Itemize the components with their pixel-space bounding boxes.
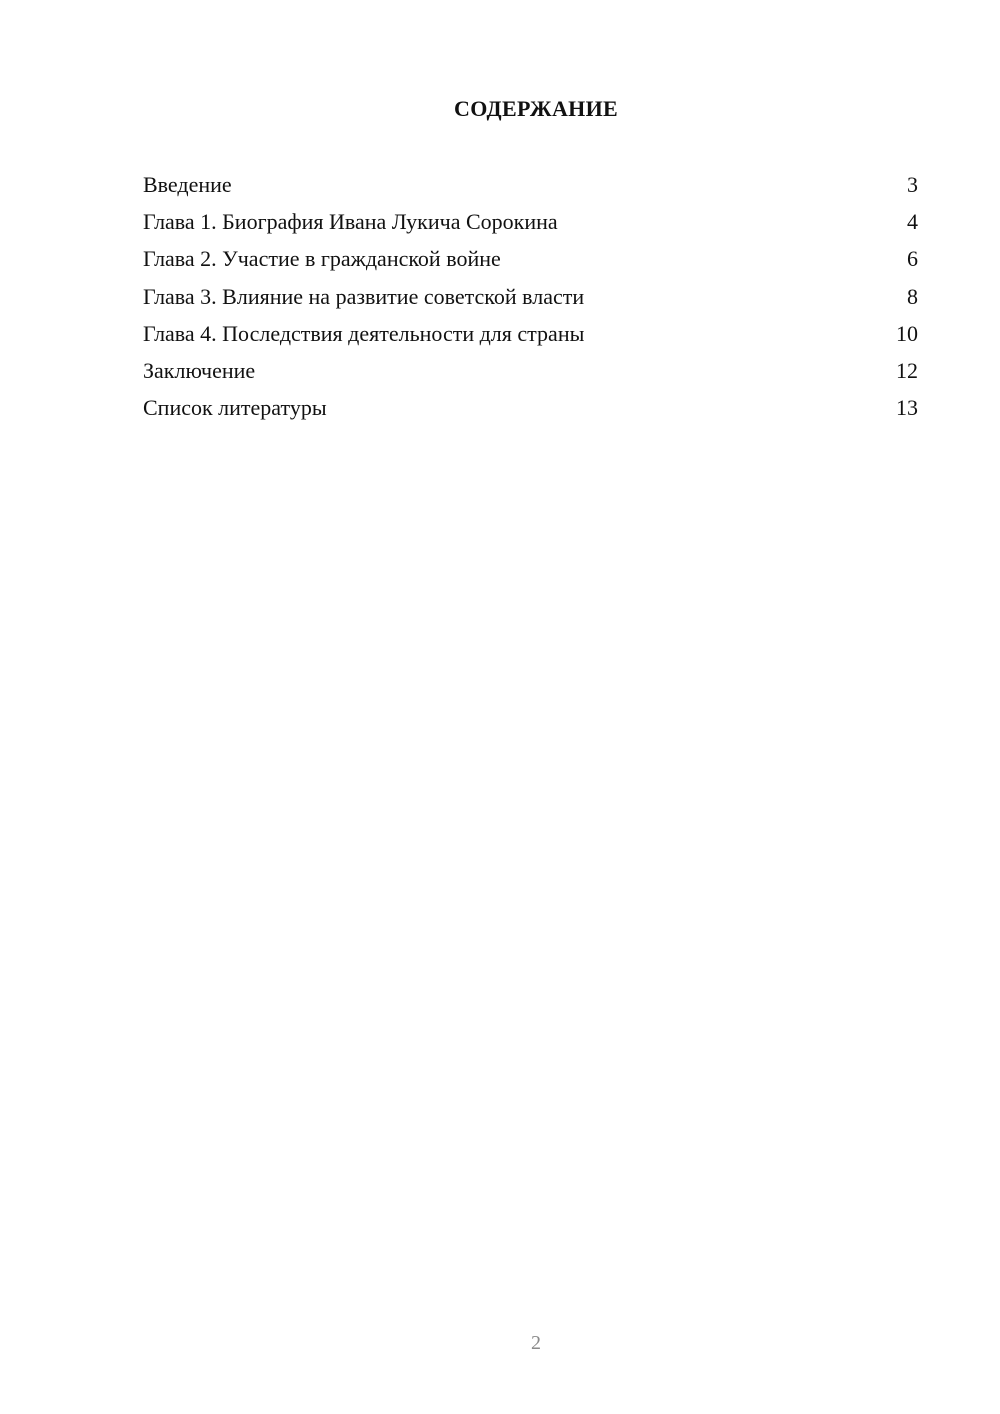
toc-entry-label: Заключение	[143, 357, 256, 383]
toc-entry-label: Введение	[143, 172, 232, 197]
table-of-contents	[143, 169, 918, 429]
toc-entry-label: Список литературы	[143, 395, 327, 421]
toc-entry-chapter-3[interactable]	[143, 281, 918, 318]
page-title: СОДЕРЖАНИЕ	[454, 96, 618, 121]
toc-entry-chapter-4[interactable]	[143, 318, 918, 355]
toc-entry-label: Глава 3. Влияние на развитие советской власти	[143, 283, 585, 309]
toc-entry-label: Глава 1. Биография Ивана Лукича Сорокина	[143, 209, 558, 235]
toc-entry-label: Глава 2. Участие в гражданской войне	[143, 246, 501, 272]
toc-entry-introduction[interactable]	[143, 169, 918, 206]
toc-entry-page: 6	[907, 246, 918, 272]
toc-entry-page: 8	[907, 283, 918, 309]
page-number: 2	[531, 1332, 541, 1354]
toc-entry-page: 3	[907, 172, 918, 197]
toc-entry-page: 4	[907, 209, 918, 235]
toc-entry-label: Глава 4. Последствия деятельности для страны	[143, 320, 585, 346]
toc-entry-chapter-2[interactable]	[143, 243, 918, 280]
toc-entry-page: 12	[896, 357, 918, 383]
toc-entry-references[interactable]	[143, 392, 918, 429]
toc-entry-page: 10	[896, 320, 918, 346]
toc-entry-chapter-1[interactable]	[143, 206, 918, 243]
toc-entry-conclusion[interactable]	[143, 355, 918, 392]
toc-entry-page: 13	[896, 395, 918, 421]
